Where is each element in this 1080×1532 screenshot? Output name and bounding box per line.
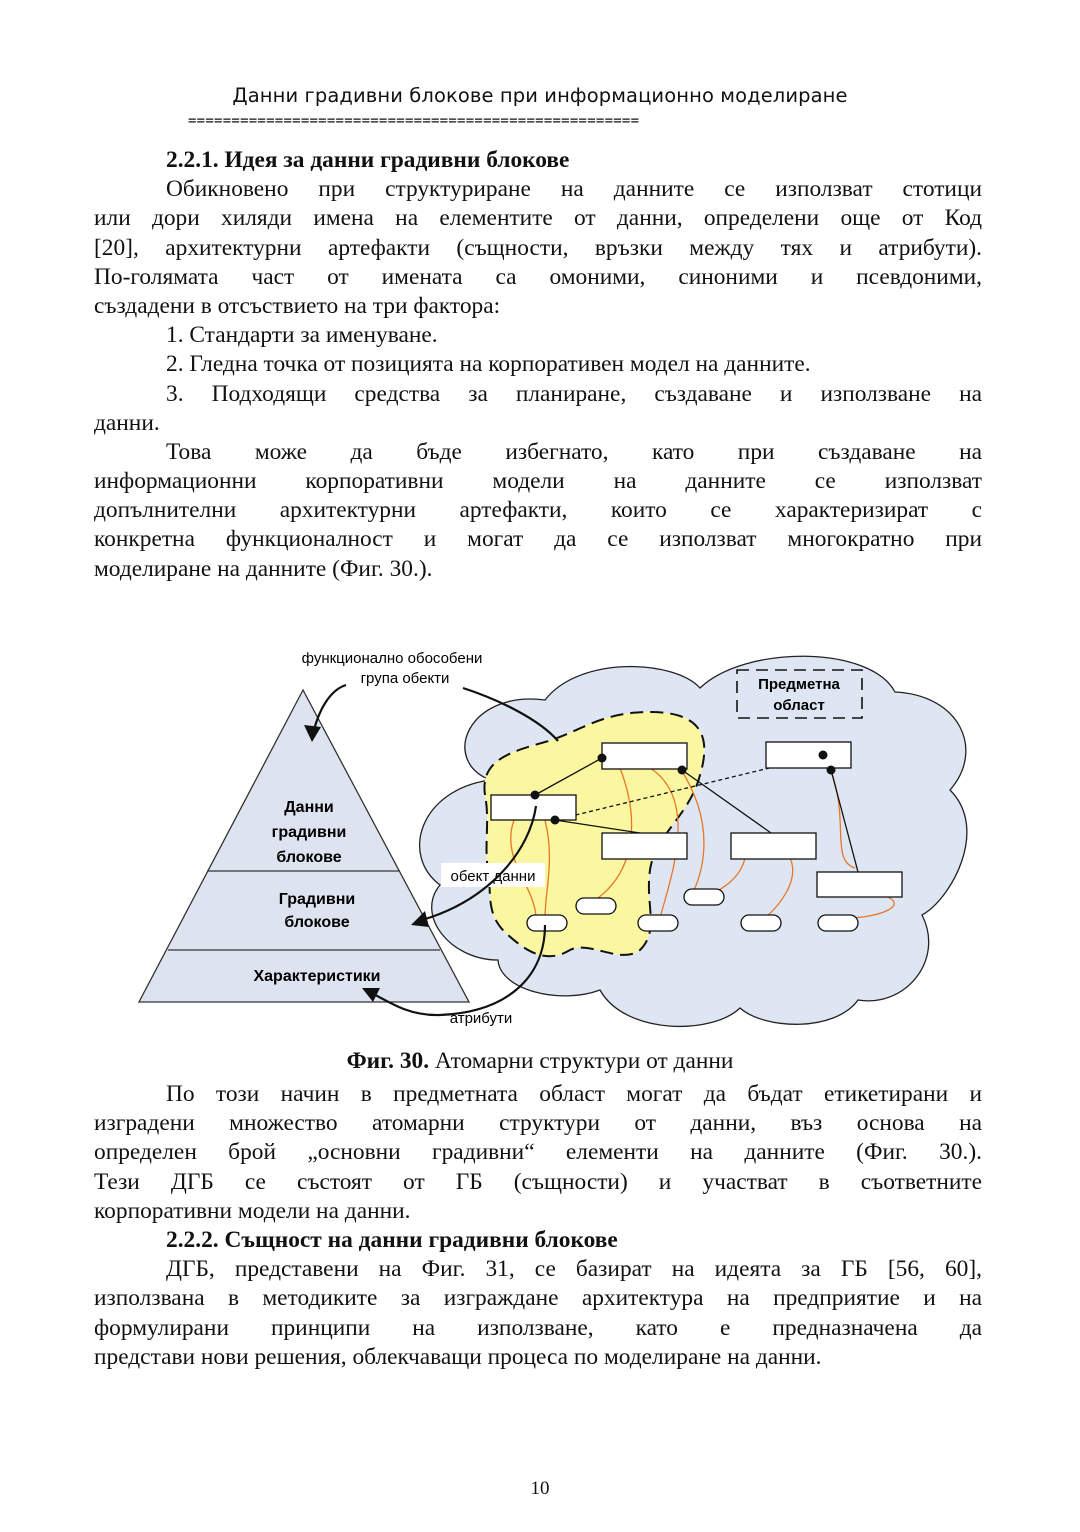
paragraph-line: формулирани принципи на използване, като е предназначена да <box>94 1314 982 1341</box>
pyramid-top-label: Данни <box>284 799 334 816</box>
list-item: 3. Подходящи средства за планиране, създаване и използване на <box>166 380 982 407</box>
entity-box <box>602 833 687 859</box>
entity-box <box>766 742 851 768</box>
entity-box <box>602 743 687 769</box>
paragraph-line: моделиране на данните (Фиг. 30.). <box>94 555 433 582</box>
pyramid-bottom-label: Характеристики <box>253 968 381 985</box>
attribute-oval <box>818 915 858 931</box>
attribute-oval <box>684 889 724 905</box>
paragraph-line: ДГБ, представени на Фиг. 31, се базират на идеята за ГБ [56, 60], <box>166 1256 982 1283</box>
pyramid-top-label: градивни <box>271 824 347 841</box>
paragraph-line: По този начин в предметната област могат да бъдат етикетирани и <box>166 1081 982 1107</box>
section-1-continued <box>94 1080 982 1372</box>
paragraph-line: конкретна функционалност и могат да се използват многократно при <box>94 526 982 553</box>
pyramid-middle-label: Градивни <box>278 891 356 908</box>
attribute-oval <box>527 915 567 931</box>
pyramid-middle-label: блокове <box>284 914 350 931</box>
caption-text: Атомарни структури от данни <box>429 1048 734 1074</box>
header-rule: ==================================================== <box>188 113 640 129</box>
entity-box <box>731 833 816 859</box>
list-item-continuation: данни. <box>94 409 160 436</box>
paragraph-line: създадени в отсъствието на три фактора: <box>94 292 501 319</box>
list-item: 2. Гледна точка от позицията на корпоративен модел на данните. <box>166 351 811 378</box>
label-attributes: атрибути <box>449 1010 513 1027</box>
subject-area-label: Предметна <box>758 676 840 693</box>
label-data-object: обект данни <box>450 868 536 885</box>
paragraph-line: Това може да бъде избегнато, като при създаване на <box>166 438 982 465</box>
section-heading: 2.2.1. Идея за данни градивни блокове <box>166 147 570 173</box>
paragraph-line: допълнителни архитектурни артефакти, които се характеризират с <box>94 497 982 524</box>
label-functional-group: функционално обособени <box>301 650 483 667</box>
paragraph-line: [20], архитектурни артефакти (същности, връзки между тях и атрибути). <box>94 234 982 261</box>
label-functional-group: група обекти <box>360 670 450 687</box>
attribute-oval <box>741 915 781 931</box>
section-heading: 2.2.2. Същност на данни градивни блокове <box>166 1226 618 1253</box>
paragraph-line: По-голямата част от имената са омоними, синоними и псевдоними, <box>94 263 982 290</box>
attribute-oval <box>576 898 616 914</box>
section-1-text <box>94 146 982 584</box>
paragraph-line: определен брой „основни градивни“ елементи на данните (Фиг. 30.). <box>94 1139 982 1166</box>
page-number: 10 <box>530 1478 550 1499</box>
paragraph-line: корпоративни модели на данни. <box>94 1197 411 1224</box>
paragraph-line: представи нови решения, облекчаващи процеса по моделиране на данни. <box>94 1343 822 1370</box>
paragraph-line: Тези ДГБ се състоят от ГБ (същности) и участват в съответните <box>94 1168 982 1195</box>
paragraph-line: Обикновено при структуриране на данните се използват стотици <box>166 176 982 203</box>
figure-caption <box>0 1047 1080 1076</box>
paragraph-line: информационни корпоративни модели на данните се използват <box>94 468 982 495</box>
running-header: Данни градивни блокове при информационно моделиране <box>232 84 848 107</box>
subject-area-label: област <box>773 697 825 714</box>
figure-30-diagram <box>0 640 1080 1040</box>
paragraph-line: или дори хиляди имена на елементите от данни, определени още от Код <box>94 205 982 232</box>
pyramid-top-label: блокове <box>276 849 342 866</box>
caption-label: Фиг. 30. <box>346 1048 430 1074</box>
paragraph-line: изградени множество атомарни структури от данни, въз основа на <box>94 1110 982 1137</box>
list-item: 1. Стандарти за именуване. <box>166 322 438 349</box>
attribute-oval <box>638 915 678 931</box>
entity-box <box>817 872 902 897</box>
paragraph-line: използвана в методиките за изграждане архитектура на предприятие и на <box>94 1285 982 1312</box>
